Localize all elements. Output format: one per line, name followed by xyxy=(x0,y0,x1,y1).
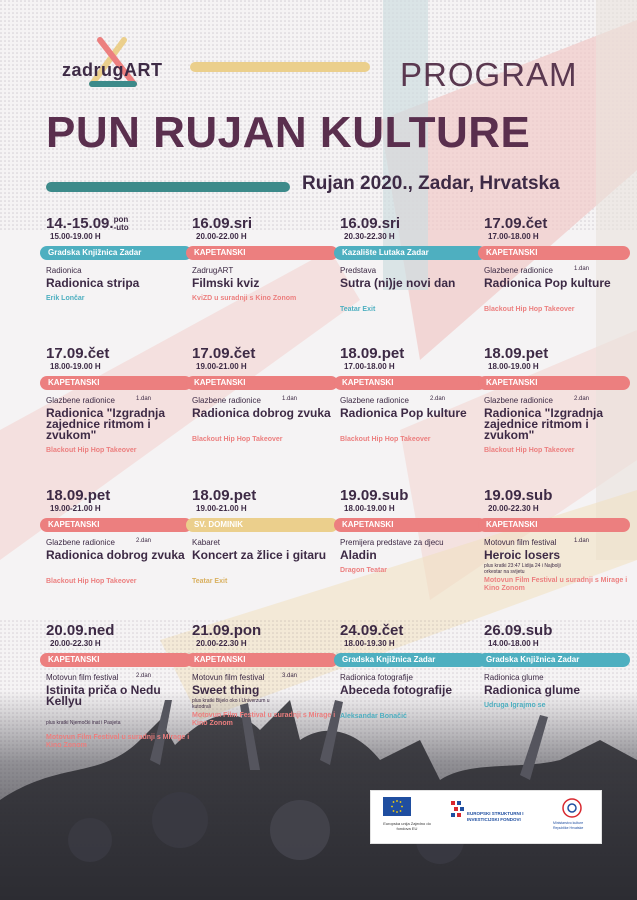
event-organizer: Blackout Hip Hop Takeover xyxy=(46,447,137,454)
event-card xyxy=(484,487,626,607)
program-label: PROGRAM xyxy=(400,56,578,93)
venue-badge: KAPETANSKI xyxy=(40,376,192,390)
event-date-value: 17.09. xyxy=(484,215,526,232)
venue-badge: KAPETANSKI xyxy=(478,518,630,532)
venue-badge: KAPETANSKI xyxy=(478,246,630,260)
event-time: 20.00-22.30 H xyxy=(50,639,101,648)
event-card xyxy=(46,622,190,749)
event-organizer: Motovun Film Festival u suradnji s Mirage i Kino Zonom xyxy=(192,712,336,727)
event-day: pet xyxy=(525,345,549,362)
event-day: ned xyxy=(87,622,115,639)
event-card xyxy=(340,345,482,465)
event-organizer: Motovun Film Festival u suradnji s Mirage i Kino Zonom xyxy=(46,734,190,749)
event-title: Radionica dobrog zvuka xyxy=(192,406,331,420)
venue-badge: Gradska Knjižnica Zadar xyxy=(334,653,486,667)
event-time: 18.00-19.00 H xyxy=(344,504,395,513)
event-day: pet xyxy=(381,345,405,362)
event-card xyxy=(340,487,482,607)
event-category: Glazbene radionice xyxy=(46,396,115,405)
event-title: Abeceda fotografije xyxy=(340,683,453,697)
event-card xyxy=(340,622,482,742)
event-day: sri xyxy=(233,215,253,232)
event-day: sub xyxy=(381,487,409,504)
event-day: pon -uto xyxy=(113,215,129,232)
event-title: Sweet thing xyxy=(192,683,260,697)
event-note: plus kratki Njemočki inat i Pasjeta xyxy=(46,720,121,726)
event-organizer: Teatar Exit xyxy=(192,578,228,585)
event-date-value: 20.09. xyxy=(46,622,88,639)
event-time: 18.00-19.30 H xyxy=(344,639,395,648)
esi-funds-text: EUROPSKI STRUKTURNI I INVESTICIJSKI FONDOVI xyxy=(467,811,524,822)
event-category: Radionica glume xyxy=(484,673,544,682)
event-title: Aladin xyxy=(340,548,377,562)
esi-funds-icon xyxy=(449,799,467,823)
event-organizer: Erik Lončar xyxy=(46,295,85,302)
event-time: 18.00-19.00 H xyxy=(488,362,539,371)
event-card xyxy=(192,215,334,335)
event-category: Glazbene radionice xyxy=(484,396,553,405)
event-date-value: 24.09. xyxy=(340,622,382,639)
page-title: PUN RUJAN KULTURE xyxy=(46,108,531,157)
event-card xyxy=(484,215,626,335)
event-title: Radionica "Izgradnja zajednice ritmom i zvukom" xyxy=(484,406,604,442)
venue-badge: KAPETANSKI xyxy=(478,376,630,390)
eu-flag-icon xyxy=(383,797,411,816)
event-time: 14.00-18.00 H xyxy=(488,639,539,648)
event-title: Radionica "Izgradnja zajednice ritmom i zvukom" xyxy=(46,406,166,442)
event-day: čet xyxy=(525,215,548,232)
ministry-logo-icon xyxy=(561,797,583,819)
event-time: 18.00-19.00 H xyxy=(50,362,101,371)
venue-badge: KAPETANSKI xyxy=(40,518,192,532)
ministry-text: Ministarstvo kulture Republike Hrvatske xyxy=(553,821,584,830)
event-date-value: 18.09. xyxy=(192,487,234,504)
event-date-value: 18.09. xyxy=(340,345,382,362)
event-day: sub xyxy=(525,487,553,504)
venue-badge: KAPETANSKI xyxy=(186,653,338,667)
event-title: Radionica Pop kulture xyxy=(340,406,467,420)
event-day: čet xyxy=(381,622,404,639)
event-time: 19.00-21.00 H xyxy=(50,504,101,513)
event-day: pon xyxy=(233,622,262,639)
event-category: ZadrugART xyxy=(192,266,234,275)
event-card xyxy=(484,345,626,465)
event-card xyxy=(484,622,626,742)
event-card xyxy=(192,345,334,465)
venue-badge: KAPETANSKI xyxy=(186,376,338,390)
event-organizer: Dragon Teatar xyxy=(340,567,387,574)
venue-badge: Kazalište Lutaka Zadar xyxy=(334,246,486,260)
event-date-value: 17.09. xyxy=(46,345,88,362)
event-category: Motovun film festival xyxy=(46,673,119,682)
event-card xyxy=(340,215,482,335)
event-time: 20.30-22.30 H xyxy=(344,232,395,241)
event-title: Heroic losers xyxy=(484,548,561,562)
event-day-number: 2.dan xyxy=(136,538,152,544)
event-organizer: Blackout Hip Hop Takeover xyxy=(340,436,431,443)
event-category: Glazbene radionice xyxy=(192,396,261,405)
event-organizer: Blackout Hip Hop Takeover xyxy=(46,578,137,585)
event-time: 20.00-22.30 H xyxy=(488,504,539,513)
event-title: Radionica dobrog zvuka xyxy=(46,548,185,562)
event-category: Glazbene radionice xyxy=(484,266,553,275)
event-category: Premijera predstave za djecu xyxy=(340,538,444,547)
event-organizer: Blackout Hip Hop Takeover xyxy=(192,436,283,443)
event-date-value: 16.09. xyxy=(340,215,382,232)
event-day-number: 3.dan xyxy=(282,673,298,679)
event-category: Glazbene radionice xyxy=(340,396,409,405)
funding-logos xyxy=(370,790,602,844)
event-time: 20.00-22.30 H xyxy=(196,639,247,648)
event-card xyxy=(46,345,188,465)
event-time: 20.00-22.00 H xyxy=(196,232,247,241)
event-organizer: Teatar Exit xyxy=(340,306,376,313)
event-title: Radionica glume xyxy=(484,683,581,697)
event-card xyxy=(192,622,334,742)
event-category: Predstava xyxy=(340,266,377,275)
event-category: Motovun film festival xyxy=(484,538,557,547)
venue-badge: Gradska Knjižnica Zadar xyxy=(40,246,192,260)
event-date-value: 18.09. xyxy=(46,487,88,504)
event-title: Koncert za žlice i gitaru xyxy=(192,548,327,562)
event-day: sri xyxy=(381,215,401,232)
event-day-number: 1.dan xyxy=(282,396,298,402)
event-date-value: 17.09. xyxy=(192,345,234,362)
event-day-number: 2.dan xyxy=(430,396,446,402)
logo-text: zadrugART xyxy=(62,60,163,80)
event-date-value: 26.09. xyxy=(484,622,526,639)
event-title: Filmski kviz xyxy=(192,276,260,290)
event-time: 19.00-21.00 H xyxy=(196,504,247,513)
event-organizer: Blackout Hip Hop Takeover xyxy=(484,306,575,313)
event-category: Kabaret xyxy=(192,538,221,547)
venue-badge: SV. DOMINIK xyxy=(186,518,338,532)
event-day-number: 2.dan xyxy=(574,396,590,402)
event-organizer: Blackout Hip Hop Takeover xyxy=(484,447,575,454)
event-day-number: 1.dan xyxy=(574,266,590,272)
event-card xyxy=(46,487,188,607)
event-title: Radionica Pop kulture xyxy=(484,276,611,290)
page-subtitle: Rujan 2020., Zadar, Hrvatska xyxy=(302,173,560,194)
event-category: Radionica xyxy=(46,266,82,275)
event-organizer: KviZD u suradnji s Kino Zonom xyxy=(192,295,297,302)
venue-badge: KAPETANSKI xyxy=(40,653,192,667)
venue-badge: KAPETANSKI xyxy=(334,376,486,390)
event-organizer: Udruga Igrajmo se xyxy=(484,702,546,709)
event-date-value: 19.09. xyxy=(340,487,382,504)
event-time: 19.00-21.00 H xyxy=(196,362,247,371)
eu-text: Europska unija Zajedno do fondova EU xyxy=(383,821,431,831)
venue-badge: KAPETANSKI xyxy=(186,246,338,260)
event-day-number: 2.dan xyxy=(136,673,152,679)
zadrugart-logo xyxy=(62,38,182,98)
event-day-number: 1.dan xyxy=(574,538,590,544)
event-card xyxy=(192,487,334,607)
event-title: Istinita priča o Nedu Kellyu xyxy=(46,683,161,708)
event-date-value: 18.09. xyxy=(484,345,526,362)
event-note: plus kratki 23:47 Lidija 24 i Najbolji orkestar na svijetu xyxy=(484,563,561,575)
event-time: 15.00-19.00 H xyxy=(50,232,101,241)
event-date-value: 21.09. xyxy=(192,622,234,639)
event-organizer: Motovun Film Festival u suradnji s Mirage i Kino Zonom xyxy=(484,577,628,592)
venue-badge: Gradska Knjižnica Zadar xyxy=(478,653,630,667)
event-title: Sutra (ni)je novi dan xyxy=(340,276,456,290)
event-card xyxy=(46,215,188,335)
event-day: pet xyxy=(87,487,111,504)
event-organizer: Aleksandar Bonačić xyxy=(340,713,407,720)
event-date-value: 19.09. xyxy=(484,487,526,504)
venue-badge: KAPETANSKI xyxy=(334,518,486,532)
event-category: Radionica fotografije xyxy=(340,673,413,682)
event-day-number: 1.dan xyxy=(136,396,152,402)
event-date-value: 14.-15.09. xyxy=(46,215,114,232)
event-note: plus kratki Bijelo oko i Univerzum u kutodrali xyxy=(192,698,270,710)
event-day: čet xyxy=(87,345,110,362)
event-day: čet xyxy=(233,345,256,362)
event-day: pet xyxy=(233,487,257,504)
event-time: 17.00-18.00 H xyxy=(344,362,395,371)
event-category: Motovun film festival xyxy=(192,673,265,682)
event-title: Radionica stripa xyxy=(46,276,140,290)
event-day: sub xyxy=(525,622,553,639)
event-time: 17.00-18.00 H xyxy=(488,232,539,241)
event-date-value: 16.09. xyxy=(192,215,234,232)
event-category: Glazbene radionice xyxy=(46,538,115,547)
